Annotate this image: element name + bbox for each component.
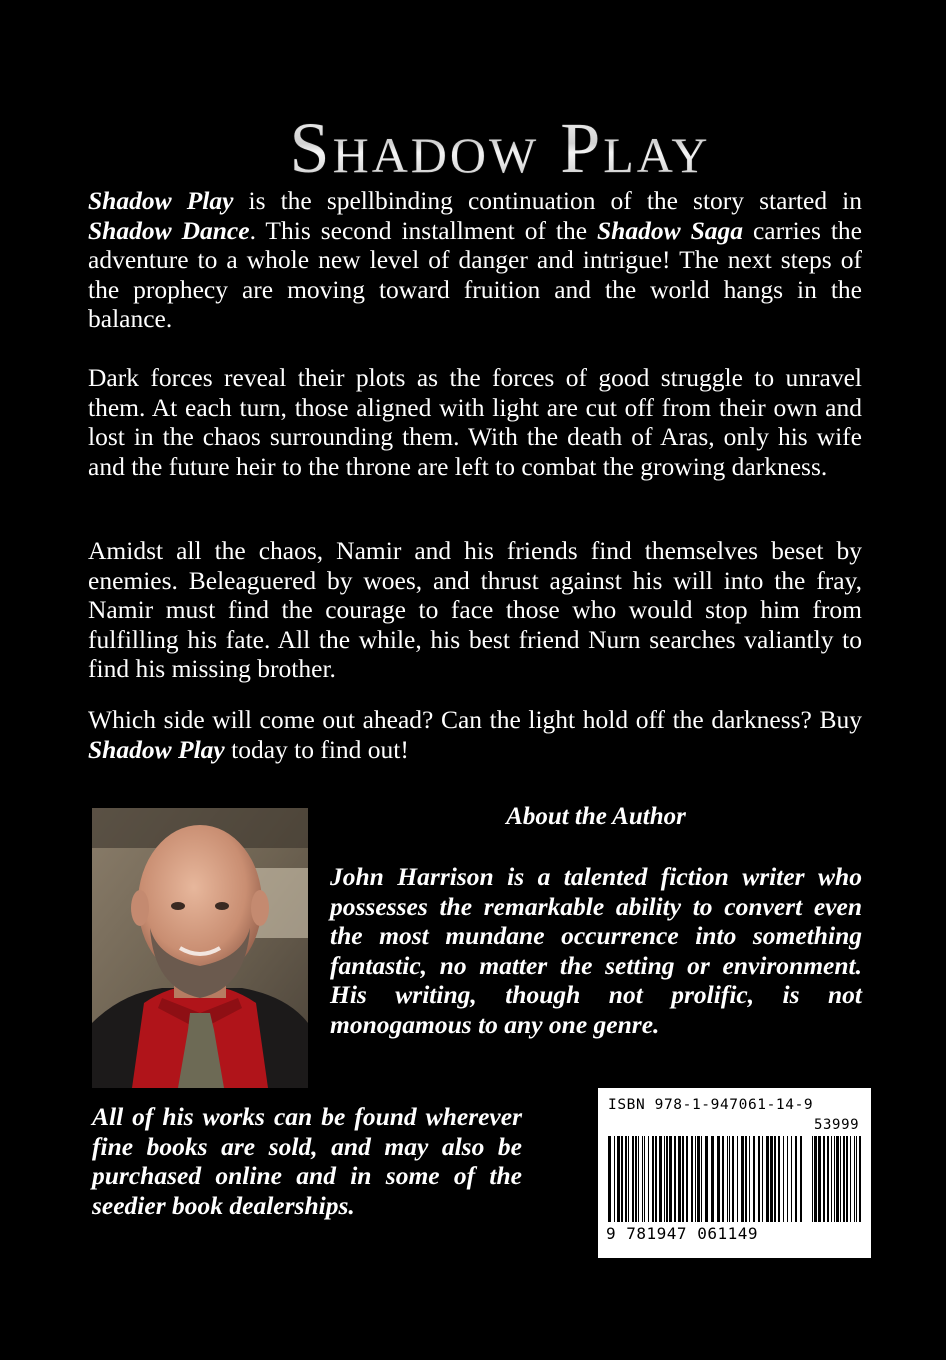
barcode-bar (614, 1136, 615, 1222)
emphasized-title: Shadow Saga (597, 215, 743, 245)
barcode-bar (795, 1136, 797, 1222)
barcode-bar (834, 1136, 835, 1222)
barcode-bar (856, 1136, 857, 1222)
emphasized-title: Shadow Play (88, 734, 225, 764)
barcode-bar (697, 1136, 700, 1222)
barcode-bar (669, 1136, 672, 1222)
barcode-bar (749, 1136, 750, 1222)
barcode-bar (812, 1136, 813, 1222)
barcode-bar (648, 1136, 649, 1222)
blurb-paragraph-3 (88, 536, 862, 684)
barcode-bar (655, 1136, 657, 1222)
barcode-bar (727, 1136, 728, 1222)
barcode-bar (745, 1136, 747, 1222)
barcode-bar (823, 1136, 825, 1222)
barcode-bar (843, 1136, 845, 1222)
barcode-bar (737, 1136, 738, 1222)
paragraph-text: Amidst all the chaos, Namir and his friends find themselves beset by enemies. Beleaguered by woes, and thrust against his will into the fray, Namir must find the courage to face those who would stop him from fulfilling his fate. All the while, his best friend Nurn searches valiantly to find his missing brother. (88, 536, 862, 683)
barcode-bar (778, 1136, 780, 1222)
barcode-bar (691, 1136, 693, 1222)
barcode-bar (674, 1136, 676, 1222)
barcode-bar (800, 1136, 802, 1222)
barcode-bar (638, 1136, 639, 1222)
book-title: Shadow Play (150, 103, 850, 193)
barcode-bar (642, 1136, 643, 1222)
paragraph-text: is the spellbinding continuation of the story started in (233, 186, 863, 215)
barcode-bar (678, 1136, 681, 1222)
barcode-bar (625, 1136, 627, 1222)
barcode-bar (758, 1136, 760, 1222)
price-code: 53999 (814, 1117, 860, 1133)
barcode-bar (635, 1136, 637, 1222)
about-author-heading: About the Author (506, 803, 686, 830)
barcode-bar (774, 1136, 776, 1222)
barcode-bar (705, 1136, 708, 1222)
barcode-bar (659, 1136, 662, 1222)
barcode-bar (701, 1136, 702, 1222)
barcode-bar (695, 1136, 696, 1222)
barcode-bar (818, 1136, 821, 1222)
barcode-bar (762, 1136, 763, 1222)
barcode-bar (791, 1136, 792, 1222)
paragraph-text: carries the adventure to a whole new level of danger and intrigue! The next steps of the prophecy are moving toward fruition and the world hangs in the balance. (88, 215, 862, 333)
barcode-bar (814, 1136, 817, 1222)
paragraph-text: Dark forces reveal their plots as the forces of good struggle to unravel them. At each turn, those aligned with light are cut off from their own and lost in the chaos surrounding them. With the death of Aras, only his wife and the future heir to the throne are left to combat the growing darkness. (88, 363, 862, 481)
barcode-bar (617, 1136, 620, 1222)
barcode-bar (608, 1136, 611, 1222)
barcode-bar (652, 1136, 654, 1222)
isbn-barcode (598, 1088, 871, 1258)
barcode-bar (827, 1136, 829, 1222)
barcode-bars (608, 1136, 802, 1222)
barcode-bar (741, 1136, 744, 1222)
barcode-bar (682, 1136, 684, 1222)
barcode-bar (766, 1136, 769, 1222)
barcode-bar (686, 1136, 688, 1222)
barcode-bar (859, 1136, 861, 1222)
blurb-paragraph-1 (88, 186, 862, 334)
barcode-bar (621, 1136, 623, 1222)
barcode-bar (850, 1136, 851, 1222)
barcode-bar (836, 1136, 839, 1222)
barcode-addon-bars (812, 1136, 862, 1222)
barcode-bar (840, 1136, 841, 1222)
author-works-note: All of his works can be found wherever fine books are sold, and may also be purchased online and in some of the seedier book dealerships. (92, 1102, 522, 1220)
barcode-bar (628, 1136, 629, 1222)
barcode-bar (632, 1136, 634, 1222)
barcode-bar (846, 1136, 848, 1222)
blurb-paragraph-2 (88, 363, 862, 481)
barcode-bar (770, 1136, 773, 1222)
barcode-bar (831, 1136, 832, 1222)
barcode-bar (717, 1136, 720, 1222)
barcode-bar (711, 1136, 714, 1222)
author-bio: John Harrison is a talented fiction writer who possesses the remarkable ability to convert even the most mundane occurrence into something fantastic, no matter the setting or environment. His writing, though not prolific, is not monogamous to any one genre. (330, 862, 862, 1039)
paragraph-text: . This second installment of the (249, 215, 597, 245)
barcode-bar (729, 1136, 730, 1222)
paragraph-text: Which side will come out ahead? Can the light hold off the darkness? Buy (88, 705, 862, 734)
emphasized-title: Shadow Dance (88, 215, 250, 245)
barcode-bar (854, 1136, 855, 1222)
barcode-bar (783, 1136, 784, 1222)
author-photo (92, 808, 308, 1088)
barcode-bar (722, 1136, 724, 1222)
isbn-label: ISBN 978-1-947061-14-9 (608, 1097, 814, 1113)
barcode-bar (666, 1136, 668, 1222)
blurb-paragraph-4 (88, 705, 862, 764)
emphasized-title: Shadow Play (88, 186, 234, 215)
barcode-bar (664, 1136, 665, 1222)
barcode-bar (732, 1136, 734, 1222)
barcode-bar (644, 1136, 645, 1222)
barcode-bar (787, 1136, 788, 1222)
paragraph-text: today to find out! (224, 734, 409, 764)
ean-digits: 9 781947 061149 (606, 1224, 758, 1243)
barcode-bar (753, 1136, 755, 1222)
